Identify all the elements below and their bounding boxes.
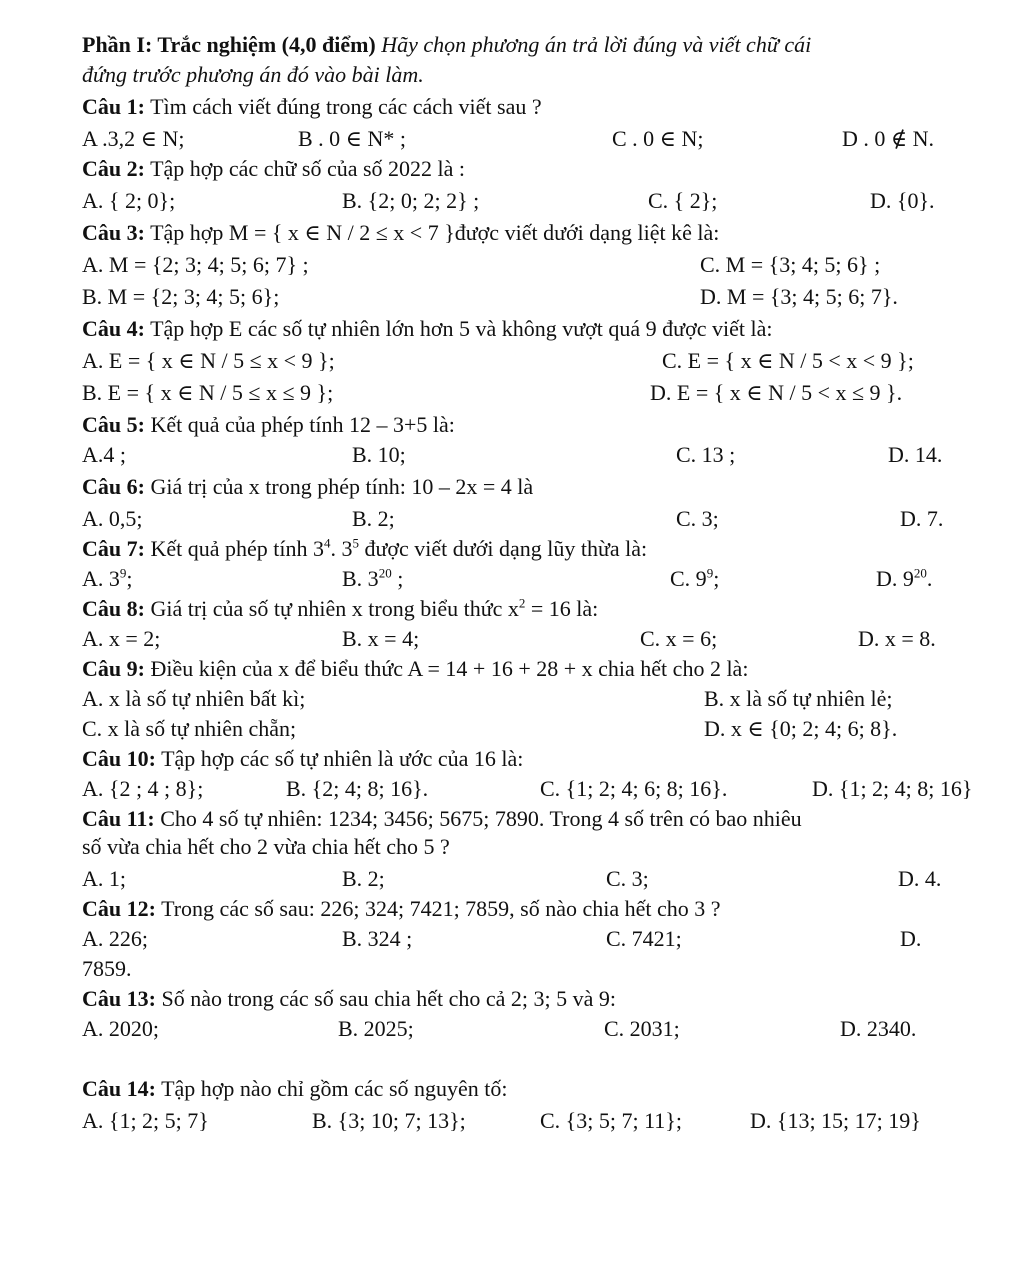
option-b: B. 10; [352,442,406,467]
question-label: Câu 12: [82,896,156,921]
option-b: B. 2; [352,506,395,531]
option-d: D. {13; 15; 17; 19} [750,1108,921,1133]
question-text: Giá trị của x trong phép tính: 10 – 2x = 4 là [150,474,534,499]
question-label: Câu 8: [82,596,145,621]
option-c: C. M = {3; 4; 5; 6} ; [700,252,881,277]
option-b: B. {3; 10; 7; 13}; [312,1108,466,1133]
option-c: C. {3; 5; 7; 11}; [540,1108,682,1133]
option-a: A. { 2; 0}; [82,188,176,213]
question-text: Giá trị của số tự nhiên x trong biểu thức $x^2 = 16$ là: [150,595,599,621]
option-b: B. E = { x ∈ N / 5 ≤ x ≤ 9 }; [82,380,334,405]
question-label: Câu 9: [82,656,145,681]
question-text: Cho 4 số tự nhiên: 1234; 3456; 5675; 7890. Trong 4 số trên có bao nhiêu [160,806,802,831]
option-c: C. {1; 2; 4; 6; 8; 16}. [540,776,728,801]
option-c: C. $9^9$; [670,565,720,591]
option-a: A. $3^9$; [82,565,133,591]
option-d: D. 4. [898,866,942,891]
option-c: C. 2031; [604,1016,680,1041]
question-text: Tập hợp các chữ số của số 2022 là : [150,156,466,181]
option-d: D. E = { x ∈ N / 5 < x ≤ 9 }. [650,380,903,405]
question-text: Trong các số sau: 226; 324; 7421; 7859, số nào chia hết cho 3 ? [161,896,721,921]
option-d: D. [900,926,922,951]
question-label: Câu 1: [82,94,145,119]
question-text: Số nào trong các số sau chia hết cho cả 2; 3; 5 và 9: [161,986,616,1011]
question-label: Câu 4: [82,316,145,341]
question-label: Câu 5: [82,412,145,437]
option-a: A. x = 2; [82,626,161,651]
question-7 [82,536,647,562]
option-c: C. E = { x ∈ N / 5 < x < 9 }; [662,348,914,373]
option-c: C . 0 ∈ N; [612,126,704,151]
option-b: B. 324 ; [342,926,413,951]
question-text: Tập hợp E các số tự nhiên lớn hơn 5 và không vượt quá 9 được viết là: [150,316,773,341]
option-c: C. x = 6; [640,626,718,651]
option-a: A. 1; [82,866,126,891]
question-5 [82,412,455,438]
option-d-cont: 7859. [82,956,132,981]
option-a: A. {2 ; 4 ; 8}; [82,776,204,801]
option-d: D. x ∈ {0; 2; 4; 6; 8}. [704,716,898,741]
option-d: D. M = {3; 4; 5; 6; 7}. [700,284,898,309]
option-b: B. {2; 0; 2; 2} ; [342,188,480,213]
option-a: A. {1; 2; 5; 7} [82,1108,209,1133]
question-label: Câu 11: [82,806,155,831]
question-14 [82,1076,508,1102]
part-instruction: Hãy chọn phương án trả lời đúng và viết chữ cái [381,32,812,57]
question-text: Tập hợp các số tự nhiên là ước của 16 là: [161,746,524,771]
option-d: D. 2340. [840,1016,917,1041]
option-a: A. 0,5; [82,506,143,531]
question-text-cont: số vừa chia hết cho 2 vừa chia hết cho 5 ? [82,834,450,859]
part-instruction-cont: đứng trước phương án đó vào bài làm. [82,62,424,87]
option-d: D. {0}. [870,188,935,213]
question-2 [82,156,465,182]
question-10 [82,746,523,772]
question-6 [82,474,533,500]
option-c: C. { 2}; [648,188,718,213]
option-c: C. 3; [606,866,649,891]
question-text: Kết quả phép tính $3^4$. $3^5$ được viết dưới dạng lũy thừa là: [150,535,648,561]
option-c: C. 7421; [606,926,682,951]
question-label: Câu 3: [82,220,145,245]
question-text: Điều kiện của x để biểu thức A = 14 + 16 + 28 + x chia hết cho 2 là: [150,656,749,681]
option-a: A .3,2 ∈ N; [82,126,185,151]
option-d: D. x = 8. [858,626,936,651]
question-text: Tập hợp nào chỉ gồm các số nguyên tố: [161,1076,508,1101]
part-header [82,32,811,58]
option-c: C. 13 ; [676,442,736,467]
question-label: Câu 10: [82,746,156,771]
question-9 [82,656,748,682]
question-label: Câu 14: [82,1076,156,1101]
part-title: Phần I: Trắc nghiệm (4,0 điểm) [82,32,376,57]
option-b: B. {2; 4; 8; 16}. [286,776,429,801]
option-b: B. 2025; [338,1016,414,1041]
question-label: Câu 6: [82,474,145,499]
option-b: B. 2; [342,866,385,891]
question-label: Câu 7: [82,536,145,561]
option-a: A.4 ; [82,442,126,467]
option-b: B. $3^{20}$ ; [342,565,404,591]
question-text: Tập hợp M = { x ∈ N / 2 ≤ x < 7 }được viết dưới dạng liệt kê là: [150,220,720,245]
question-label: Câu 13: [82,986,156,1011]
question-1 [82,94,542,120]
option-c: C. 3; [676,506,719,531]
option-b: B. M = {2; 3; 4; 5; 6}; [82,284,280,309]
question-13 [82,986,616,1012]
option-d: D. 7. [900,506,944,531]
option-a: A. M = {2; 3; 4; 5; 6; 7} ; [82,252,309,277]
question-3 [82,220,719,246]
option-d: D . 0 ∉ N. [842,126,935,151]
question-text: Tìm cách viết đúng trong các cách viết sau ? [150,94,542,119]
option-c: C. x là số tự nhiên chẵn; [82,716,297,741]
question-text: Kết quả của phép tính 12 – 3+5 là: [150,412,455,437]
option-d: D. $9^{20}$. [876,565,933,591]
question-label: Câu 2: [82,156,145,181]
option-a: A. E = { x ∈ N / 5 ≤ x < 9 }; [82,348,335,373]
option-a: A. 226; [82,926,148,951]
question-4 [82,316,773,342]
option-b: B . 0 ∈ N* ; [298,126,406,151]
question-8 [82,596,598,622]
option-a: A. x là số tự nhiên bất kì; [82,686,306,711]
option-a: A. 2020; [82,1016,159,1041]
option-b: B. x là số tự nhiên lẻ; [704,686,893,711]
question-11 [82,806,802,832]
option-d: D. 14. [888,442,943,467]
option-d: D. {1; 2; 4; 8; 16} [812,776,973,801]
question-12 [82,896,721,922]
option-b: B. x = 4; [342,626,420,651]
